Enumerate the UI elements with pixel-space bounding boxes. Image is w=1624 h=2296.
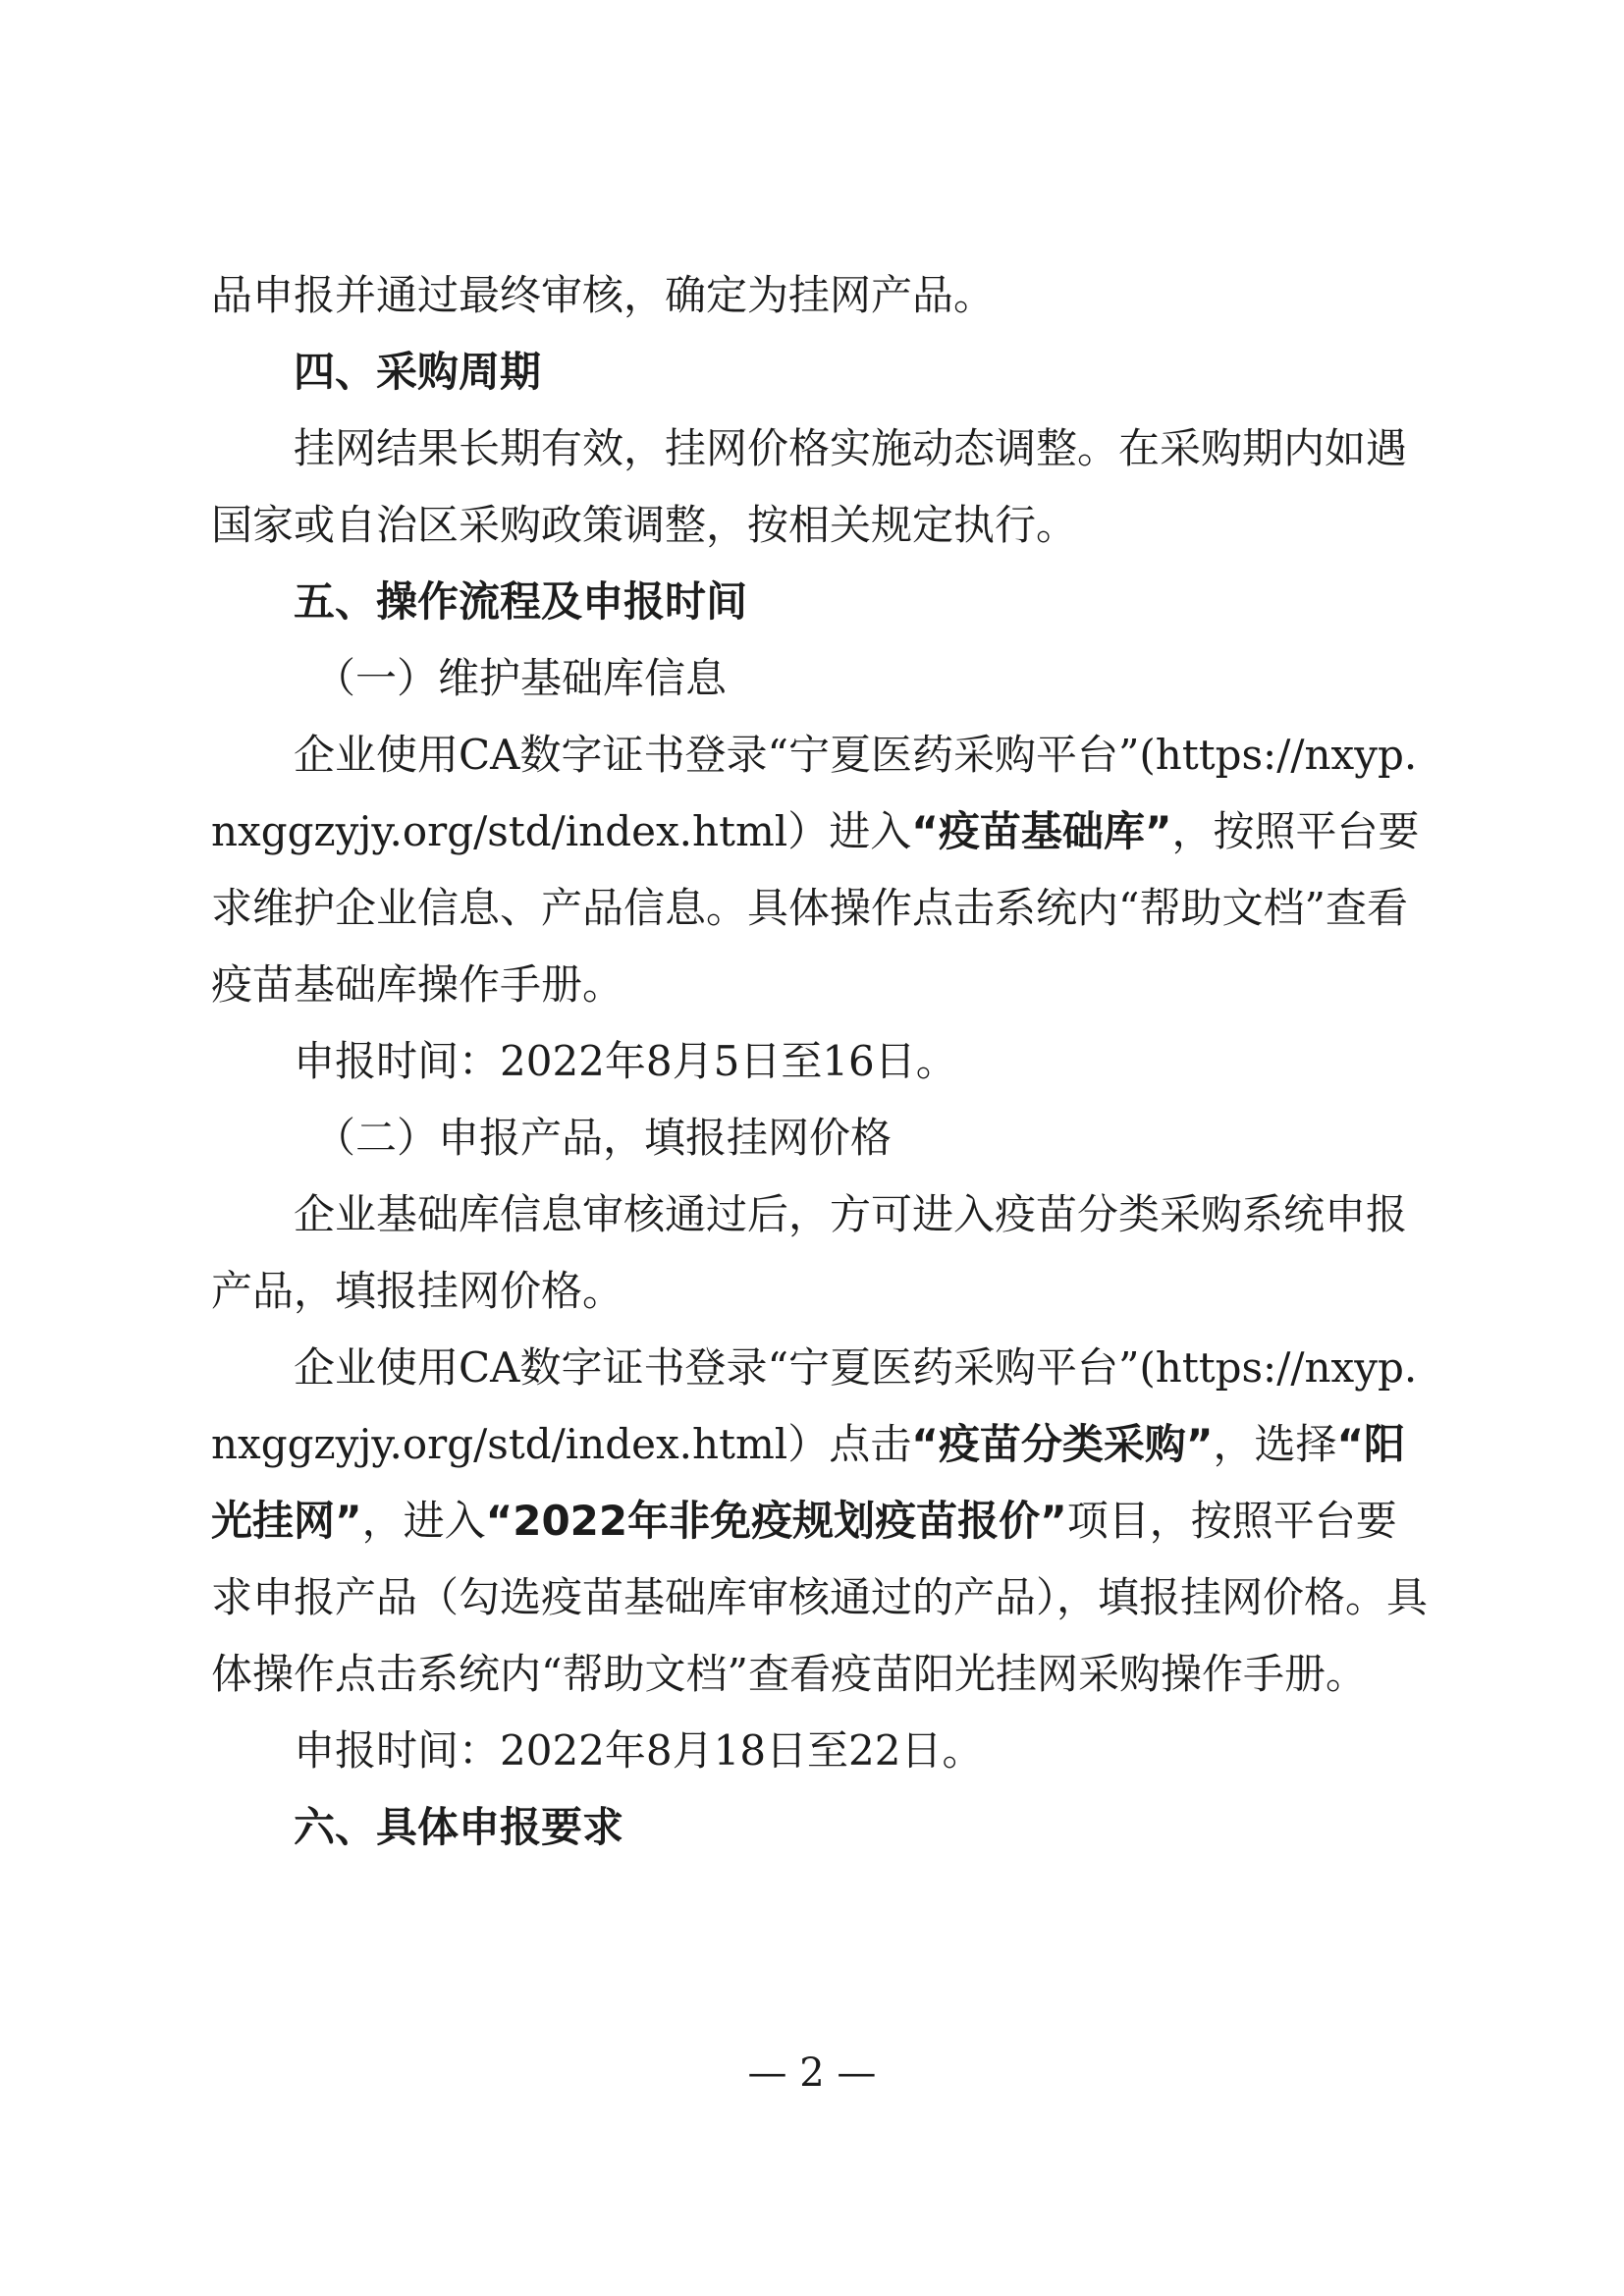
paragraph-product-declaration: 企业基础库信息审核通过后，方可进入疫苗分类采购系统申报产品，填报挂网价格。 (211, 1190, 1408, 1315)
platform-url: (https://nxyp.nxggzyjy.org/std/index.html） (211, 731, 1418, 855)
text-segment: 项目，按照平台要求申报产品（勾选疫苗基础库审核通过的产品），填报挂网价格。具体操作点击系统内“帮助文档”查看疫苗阳光挂网采购操作手册。 (211, 1497, 1429, 1698)
text-segment: 企业使用CA数字证书登录“宁夏医药采购平台” (294, 1343, 1140, 1392)
text-segment: 点击 (829, 1420, 912, 1468)
subsection-heading-2: （二）申报产品，填报挂网价格 (314, 1114, 893, 1162)
bold-term: “疫苗分类采购” (911, 1420, 1214, 1468)
paragraph-login-instructions-1 (211, 717, 1429, 1023)
subsection-heading-1: （一）维护基础库信息 (314, 654, 728, 702)
text-segment: ，进入 (361, 1497, 486, 1545)
paragraph-continuation: 品申报并通过最终审核，确定为挂网产品。 (211, 271, 996, 319)
declaration-time-2: 申报时间：2022年8月18日至22日。 (294, 1726, 984, 1775)
section-heading-5: 五、操作流程及申报时间 (294, 577, 748, 626)
paragraph-procurement-period: 挂网结果长期有效，挂网价格实施动态调整。在采购期内如遇国家或自治区采购政策调整，按相关规定执行。 (211, 424, 1408, 549)
section-heading-6: 六、具体申报要求 (294, 1803, 624, 1851)
text-segment: ，按照平台要求维护企业信息、产品信息。具体操作点击系统内“帮助文档”查看疫苗基础库操作手册。 (211, 807, 1420, 1009)
section-heading-4: 四、采购周期 (294, 348, 542, 396)
declaration-time-1: 申报时间：2022年8月5日至16日。 (294, 1037, 957, 1085)
text-segment: 企业使用CA数字证书登录“宁夏医药采购平台” (294, 731, 1140, 779)
document-body (211, 257, 1429, 1866)
text-segment: ，选择 (1213, 1420, 1337, 1468)
text-segment: 进入 (829, 807, 912, 855)
bold-term: “2022年非免疫规划疫苗报价” (485, 1497, 1067, 1545)
bold-term: “疫苗基础库” (911, 807, 1172, 855)
paragraph-login-instructions-2 (211, 1330, 1429, 1713)
page-number: — 2 — (747, 2050, 877, 2096)
platform-url: (https://nxyp.nxggzyjy.org/std/index.html） (211, 1343, 1418, 1468)
bold-term: “阳光挂网” (211, 1420, 1406, 1545)
